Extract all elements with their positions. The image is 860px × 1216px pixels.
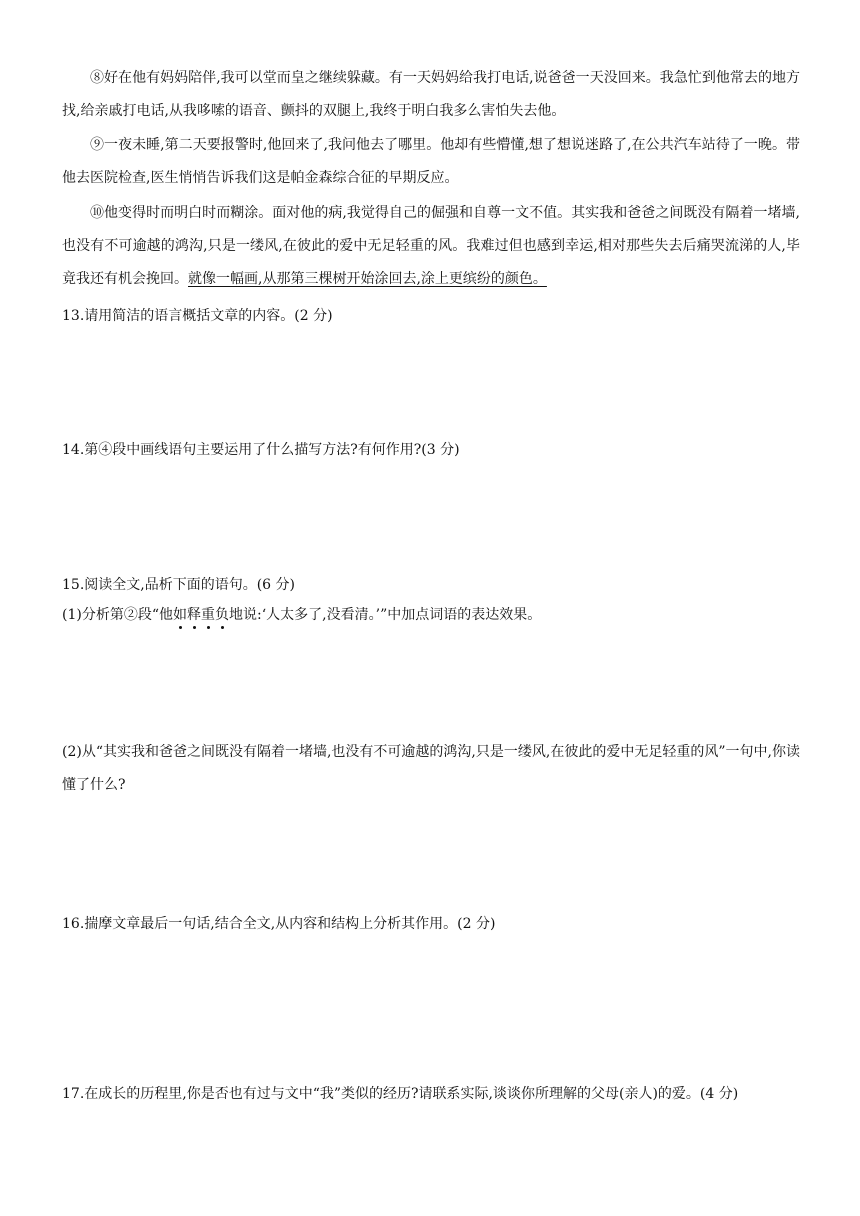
question-15: 15.阅读全文,品析下面的语句。(6 分): [62, 577, 295, 593]
paragraph-8: ⑧好在他有妈妈陪伴,我可以堂而皇之继续躲藏。有一天妈妈给我打电话,说爸爸一天没回来。我急忙到他常去的地方找,给亲戚打电话,从我哆嗦的语音、颤抖的双腿上,我终于明白我多么害怕失去他。: [62, 70, 800, 119]
question-17: 17.在成长的历程里,你是否也有过与文中“我”类似的经历?请联系实际,谈谈你所理解的父母(亲人)的爱。(4 分): [62, 1086, 739, 1102]
question-15-1-prefix: (1)分析第②段“他: [62, 607, 173, 623]
underlined-sentence: 就像一幅画,从那第三棵树开始涂回去,涂上更缤纷的颜色。: [188, 271, 547, 287]
dotted-char: 负: [215, 607, 229, 623]
dotted-char: 释: [187, 607, 201, 623]
question-16: 16.揣摩文章最后一句话,结合全文,从内容和结构上分析其作用。(2 分): [62, 916, 496, 932]
paragraph-10-text: ⑩他变得时而明白时而糊涂。面对他的病,我觉得自己的倔强和自尊一文不值。其实我和爸爸之间既没有隔着一堵墙,也没有不可逾越的鸿沟,只是一缕风,在彼此的爱中无足轻重的风。我难过但也感到幸运,相对那些失去后痛哭流涕的人,毕竟我还有机会挽回。: [62, 205, 800, 287]
question-15-1: [62, 599, 800, 632]
dotted-char: 如: [173, 607, 187, 623]
question-15-1-suffix: 地说:‘人太多了,没看清。’”中加点词语的表达效果。: [229, 607, 542, 623]
question-13: 13.请用简洁的语言概括文章的内容。(2 分): [62, 308, 333, 324]
paragraph-10: [62, 197, 800, 296]
question-15-2: (2)从“其实我和爸爸之间既没有隔着一堵墙,也没有不可逾越的鸿沟,只是一缕风,在彼此的爱中无足轻重的风”一句中,你读懂了什么?: [62, 744, 800, 793]
dotted-char: 重: [201, 607, 215, 623]
question-14: 14.第④段中画线语句主要运用了什么描写方法?有何作用?(3 分): [62, 442, 460, 458]
paragraph-9: ⑨一夜未睡,第二天要报警时,他回来了,我问他去了哪里。他却有些懵懂,想了想说迷路了,在公共汽车站待了一晚。带他去医院检查,医生悄悄告诉我们这是帕金森综合征的早期反应。: [62, 137, 800, 186]
